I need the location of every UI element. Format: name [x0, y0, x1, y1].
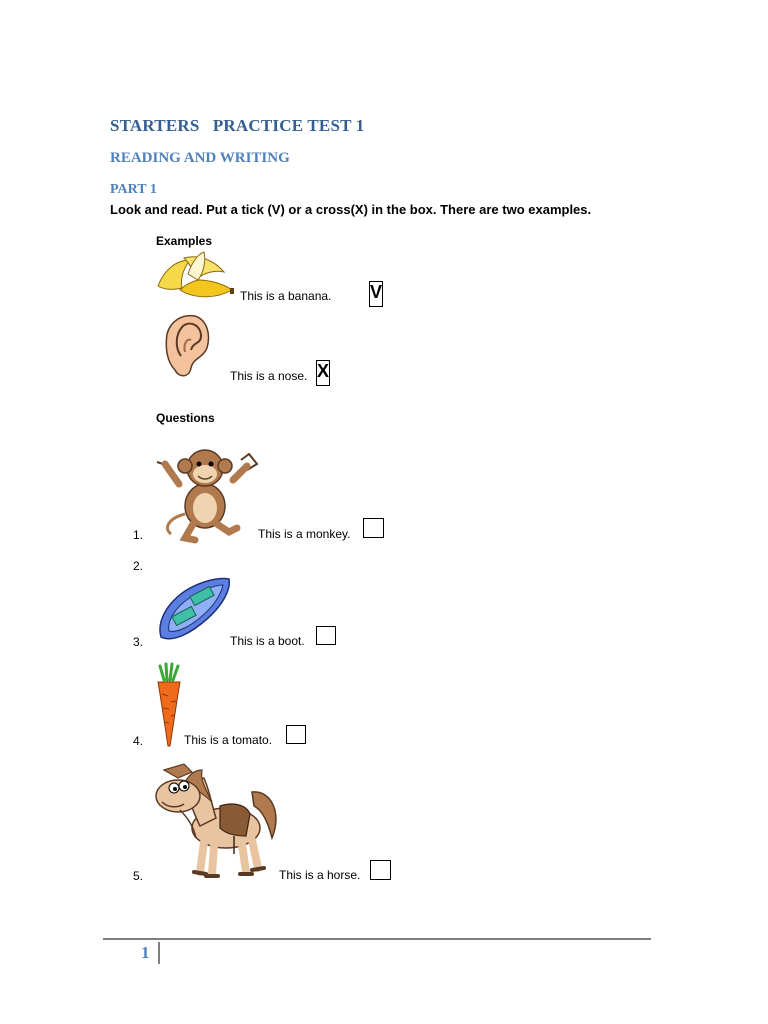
section-heading: READING AND WRITING — [110, 150, 290, 166]
answer-box: V — [369, 281, 383, 307]
monkey-icon — [155, 444, 259, 542]
question-number: 3. — [133, 635, 144, 649]
answer-box[interactable] — [286, 725, 306, 744]
question-sentence: This is a horse. — [279, 868, 361, 882]
answer-box[interactable] — [370, 860, 391, 880]
question-sentence: This is a monkey. — [258, 527, 351, 541]
question-number: 2. — [133, 559, 144, 573]
question-sentence: This is a tomato. — [184, 733, 273, 747]
boat-icon — [155, 575, 233, 647]
answer-box[interactable] — [316, 626, 336, 645]
question-number: 1. — [133, 528, 144, 542]
question-number: 4. — [133, 734, 144, 748]
horse-icon — [154, 762, 282, 882]
banana-icon — [154, 250, 234, 302]
page-number: 1 — [141, 943, 150, 962]
carrot-icon — [154, 664, 184, 748]
part-heading: PART 1 — [110, 182, 157, 197]
examples-heading: Examples — [156, 234, 213, 248]
question-sentence: This is a boot. — [230, 634, 305, 648]
question-number: 5. — [133, 869, 144, 883]
instructions: Look and read. Put a tick (V) or a cross(X) in the box. There are two examples. — [110, 202, 592, 217]
answer-box: X — [316, 360, 330, 386]
page-number-divider — [158, 942, 160, 964]
answer-box[interactable] — [363, 518, 384, 538]
example-sentence: This is a nose. — [230, 369, 308, 383]
footer-rule — [103, 938, 651, 940]
questions-heading: Questions — [156, 411, 215, 425]
ear-icon — [163, 312, 213, 380]
example-sentence: This is a banana. — [240, 289, 332, 303]
page-title: STARTERS PRACTICE TEST 1 — [110, 116, 365, 135]
